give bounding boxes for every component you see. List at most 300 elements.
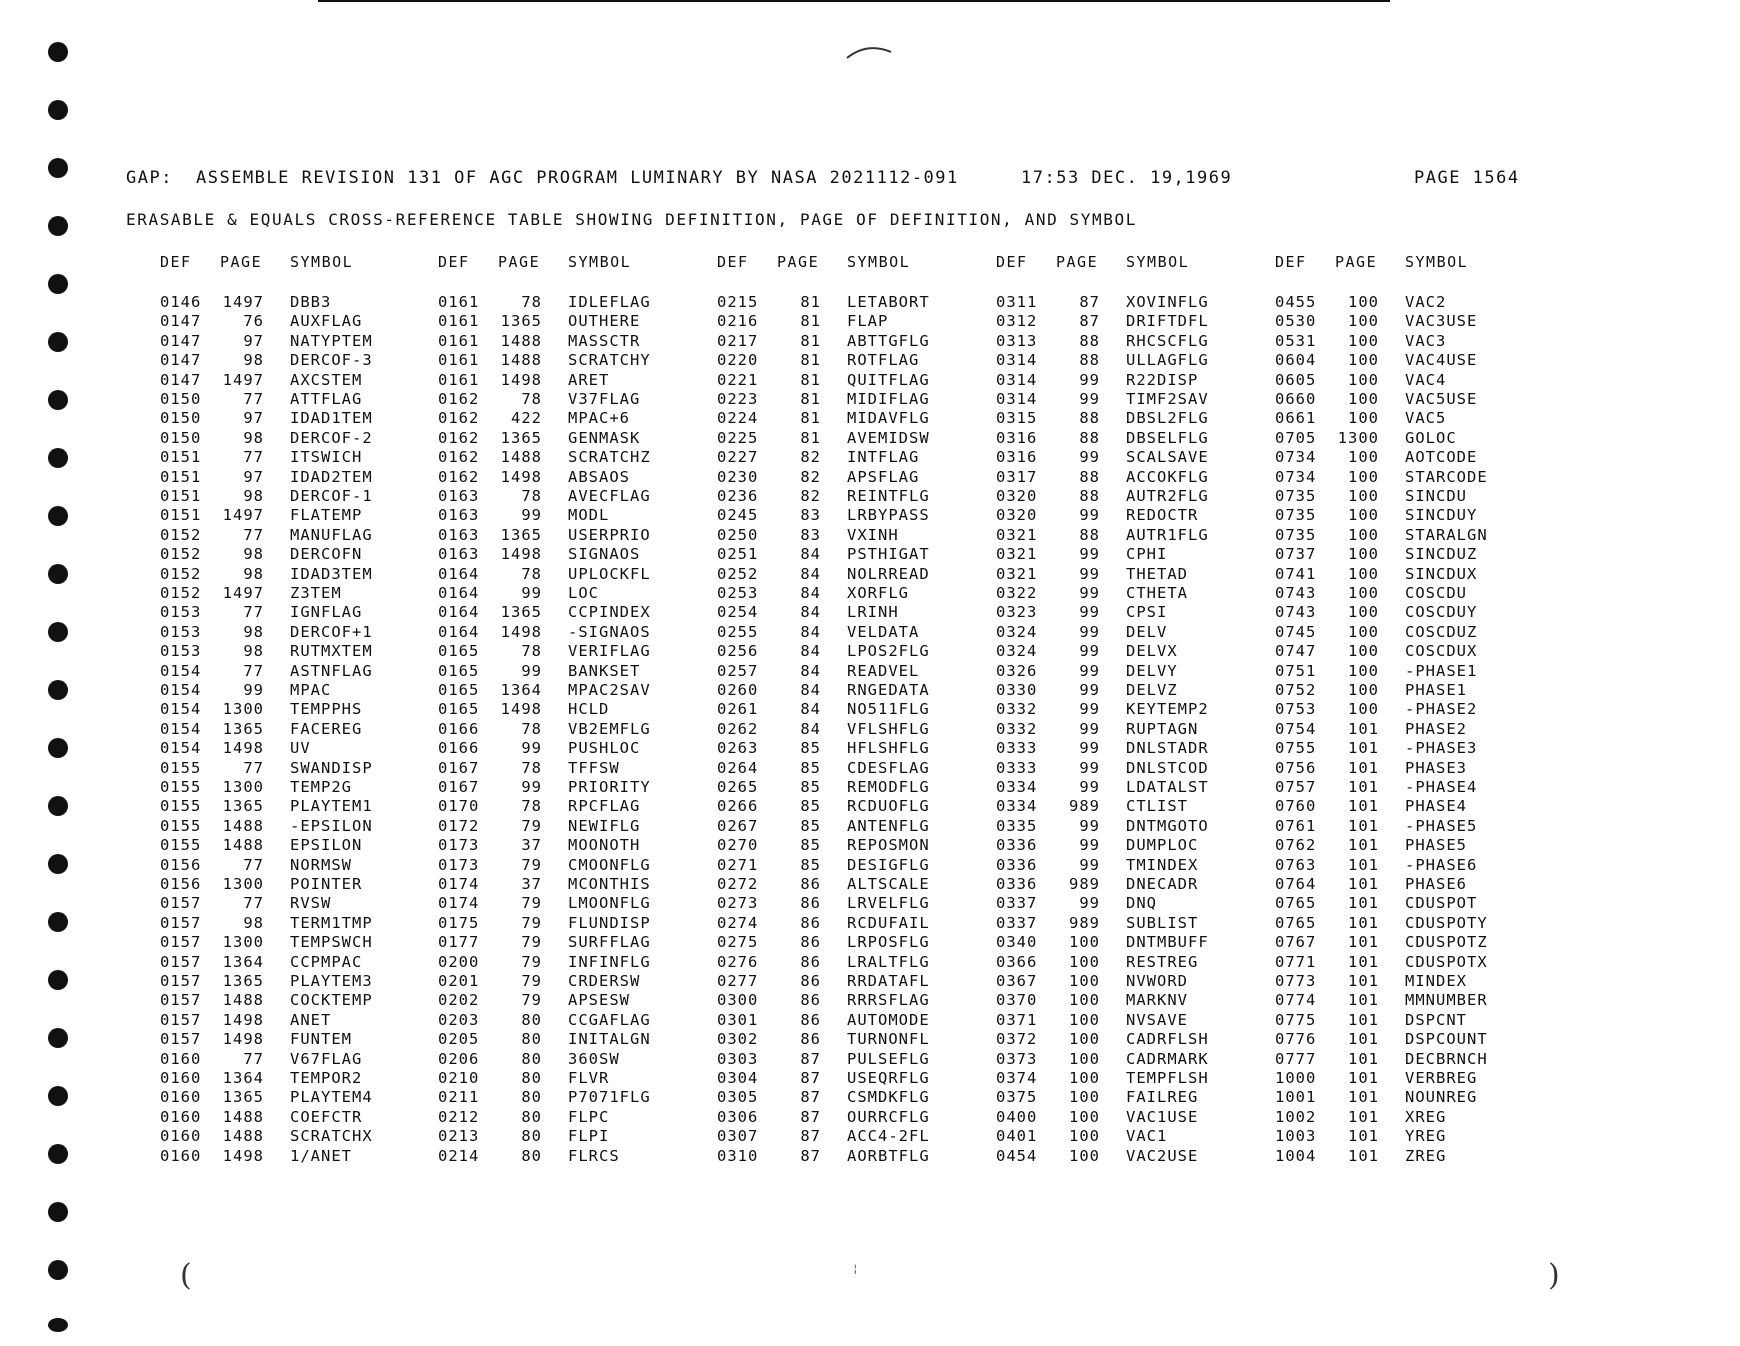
punch-hole — [48, 100, 68, 120]
table-row — [717, 894, 987, 913]
page-cell: 1365 — [500, 603, 542, 622]
symbol-cell: SIGNAOS — [568, 545, 641, 564]
symbol-cell: RUPTAGN — [1126, 719, 1199, 738]
page-cell: 101 — [1348, 1107, 1379, 1126]
table-row — [996, 1088, 1266, 1107]
def-cell: 0324 — [996, 642, 1038, 661]
symbol-cell: VELDATA — [847, 622, 920, 641]
def-cell: 0301 — [717, 1010, 759, 1029]
def-cell: 0161 — [438, 312, 480, 331]
def-cell: 0155 — [160, 778, 202, 796]
page-cell: 86 — [800, 933, 821, 952]
page-cell: 80 — [521, 1010, 542, 1029]
symbol-cell: FLATEMP — [290, 506, 363, 525]
symbol-cell: VAC4 — [1405, 370, 1447, 389]
table-row — [438, 817, 708, 836]
table-row — [438, 836, 708, 855]
cross-reference-table — [160, 253, 1560, 1165]
punch-hole — [48, 274, 68, 294]
punch-hole — [48, 1260, 68, 1280]
table-row — [438, 623, 708, 642]
symbol-cell: MIDIFLAG — [847, 390, 930, 408]
def-cell: 0172 — [438, 816, 480, 835]
def-cell: 0216 — [717, 312, 759, 331]
table-row — [717, 312, 987, 331]
symbol-cell: DERCOF+1 — [290, 622, 373, 641]
table-row — [438, 429, 708, 448]
def-cell: 0166 — [438, 739, 480, 758]
page-cell: 100 — [1348, 467, 1379, 486]
symbol-cell: FLVR — [568, 1069, 610, 1087]
page-cell: 78 — [521, 487, 542, 505]
page-cell: 1498 — [500, 622, 542, 641]
def-cell: 0745 — [1275, 622, 1317, 641]
def-cell: 0254 — [717, 603, 759, 622]
symbol-cell: THETAD — [1126, 564, 1188, 583]
page-cell: 80 — [521, 1030, 542, 1049]
table-row — [996, 565, 1266, 584]
column-header-def: DEF — [996, 253, 1028, 271]
column-header-def: DEF — [1275, 253, 1307, 271]
page-cell: 87 — [800, 1088, 821, 1107]
table-row — [717, 526, 987, 545]
symbol-cell: -PHASE4 — [1405, 778, 1478, 796]
table-row — [996, 351, 1266, 370]
symbol-cell: SURFFLAG — [568, 933, 651, 952]
page-cell: 88 — [1079, 331, 1100, 350]
def-cell: 0203 — [438, 1010, 480, 1029]
table-row — [717, 603, 987, 622]
def-cell: 0157 — [160, 991, 202, 1010]
symbol-cell: COSCDUX — [1405, 642, 1478, 661]
symbol-cell: UV — [290, 739, 311, 758]
table-row — [717, 623, 987, 642]
symbol-cell: VAC5USE — [1405, 390, 1478, 408]
punch-hole — [48, 390, 68, 410]
table-row — [438, 526, 708, 545]
def-cell: 0162 — [438, 390, 480, 408]
table-row — [717, 429, 987, 448]
page-cell: 83 — [800, 525, 821, 544]
page-cell: 98 — [243, 642, 264, 661]
page-cell: 1364 — [500, 681, 542, 699]
table-row — [717, 778, 987, 797]
symbol-cell: RCDUOFLG — [847, 797, 930, 816]
page-cell: 101 — [1348, 1127, 1379, 1146]
def-cell: 0255 — [717, 622, 759, 641]
page-cell: 80 — [521, 1049, 542, 1068]
page-cell: 78 — [521, 293, 542, 311]
table-row — [438, 1069, 708, 1088]
def-cell: 0253 — [717, 584, 759, 602]
symbol-cell: NOUNREG — [1405, 1088, 1478, 1107]
page-cell: 87 — [800, 1107, 821, 1126]
table-row — [717, 817, 987, 836]
def-cell: 0152 — [160, 545, 202, 564]
def-cell: 0321 — [996, 525, 1038, 544]
column-header-symbol: SYMBOL — [847, 253, 911, 271]
page-cell: 100 — [1348, 351, 1379, 370]
table-row — [717, 933, 987, 952]
table-row — [996, 312, 1266, 331]
page-cell: 77 — [243, 525, 264, 544]
table-row — [438, 1108, 708, 1127]
def-cell: 0154 — [160, 700, 202, 719]
punch-hole — [48, 158, 68, 178]
def-cell: 0202 — [438, 991, 480, 1010]
column-header-def: DEF — [438, 253, 470, 271]
table-row — [160, 662, 430, 681]
symbol-cell: TEMPFLSH — [1126, 1069, 1209, 1087]
page-cell: 101 — [1348, 991, 1379, 1010]
table-row — [160, 390, 430, 409]
page-cell: 77 — [243, 603, 264, 622]
def-cell: 0323 — [996, 603, 1038, 622]
def-cell: 0151 — [160, 448, 202, 467]
symbol-cell: AVEMIDSW — [847, 428, 930, 447]
def-cell: 0165 — [438, 642, 480, 661]
def-cell: 0272 — [717, 875, 759, 893]
page-cell: 98 — [243, 545, 264, 564]
def-cell: 0162 — [438, 467, 480, 486]
symbol-cell: PHASE6 — [1405, 875, 1467, 893]
def-cell: 0326 — [996, 661, 1038, 680]
page-cell: 85 — [800, 836, 821, 855]
symbol-cell: NEWIFLG — [568, 816, 641, 835]
page-cell: 84 — [800, 642, 821, 661]
symbol-cell: ITSWICH — [290, 448, 363, 467]
symbol-cell: ATTFLAG — [290, 390, 363, 408]
table-row — [1275, 953, 1545, 972]
header-label: GAP: — [126, 168, 173, 188]
def-cell: 0151 — [160, 487, 202, 505]
def-cell: 0735 — [1275, 487, 1317, 505]
table-row — [996, 933, 1266, 952]
table-row — [160, 526, 430, 545]
symbol-cell: PHASE3 — [1405, 758, 1467, 777]
page-cell: 101 — [1348, 933, 1379, 952]
symbol-cell: -EPSILON — [290, 816, 373, 835]
table-row — [1275, 991, 1545, 1010]
symbol-cell: STARALGN — [1405, 525, 1488, 544]
page-cell: 88 — [1079, 351, 1100, 370]
binder-holes — [48, 0, 72, 1346]
page-cell: 1300 — [222, 700, 264, 719]
page-cell: 101 — [1348, 719, 1379, 738]
def-cell: 0751 — [1275, 661, 1317, 680]
table-row — [160, 856, 430, 875]
symbol-cell: OUTHERE — [568, 312, 641, 331]
def-cell: 0161 — [438, 351, 480, 370]
symbol-cell: DECBRNCH — [1405, 1049, 1488, 1068]
page-cell: 80 — [521, 1088, 542, 1107]
punch-hole — [48, 216, 68, 236]
punch-hole — [48, 506, 68, 526]
page-cell: 99 — [1079, 816, 1100, 835]
table-row — [717, 1088, 987, 1107]
def-cell: 0154 — [160, 661, 202, 680]
def-cell: 0252 — [717, 564, 759, 583]
page-cell: 100 — [1348, 487, 1379, 505]
table-row — [438, 662, 708, 681]
page-cell: 99 — [1079, 719, 1100, 738]
table-row — [438, 914, 708, 933]
symbol-cell: LRPOSFLG — [847, 933, 930, 952]
def-cell: 0170 — [438, 797, 480, 816]
page-cell: 82 — [800, 448, 821, 467]
page-cell: 100 — [1069, 933, 1100, 952]
def-cell: 0270 — [717, 836, 759, 855]
table-row — [1275, 1050, 1545, 1069]
symbol-cell: TERM1TMP — [290, 913, 373, 932]
symbol-cell: ABTTGFLG — [847, 331, 930, 350]
def-cell: 0205 — [438, 1030, 480, 1049]
def-cell: 0336 — [996, 855, 1038, 874]
page-cell: 100 — [1069, 1030, 1100, 1049]
def-cell: 0264 — [717, 758, 759, 777]
def-cell: 0165 — [438, 700, 480, 719]
page-cell: 100 — [1069, 1107, 1100, 1126]
symbol-cell: DBB3 — [290, 293, 332, 311]
page-cell: 82 — [800, 487, 821, 505]
def-cell: 0153 — [160, 642, 202, 661]
def-cell: 0215 — [717, 293, 759, 311]
table-row — [438, 487, 708, 506]
symbol-cell: MINDEX — [1405, 972, 1467, 990]
symbol-cell: CCPINDEX — [568, 603, 651, 622]
table-row — [996, 972, 1266, 991]
table-row — [160, 836, 430, 855]
def-cell: 0760 — [1275, 797, 1317, 816]
page-cell: 78 — [521, 797, 542, 816]
page-cell: 99 — [1079, 506, 1100, 525]
table-row — [438, 1147, 708, 1166]
symbol-cell: DELV — [1126, 622, 1168, 641]
symbol-cell: TEMPPHS — [290, 700, 363, 719]
table-row — [1275, 312, 1545, 331]
symbol-cell: VAC3 — [1405, 331, 1447, 350]
page-cell: 87 — [800, 1069, 821, 1087]
table-row — [1275, 603, 1545, 622]
table-row — [438, 603, 708, 622]
table-row — [996, 953, 1266, 972]
def-cell: 1000 — [1275, 1069, 1317, 1087]
page-cell: 88 — [1079, 487, 1100, 505]
margin-paren-right: ) — [1548, 1258, 1560, 1293]
page-cell: 99 — [521, 778, 542, 796]
def-cell: 0767 — [1275, 933, 1317, 952]
page-cell: 85 — [800, 855, 821, 874]
table-row — [1275, 545, 1545, 564]
table-row — [1275, 526, 1545, 545]
def-cell: 0250 — [717, 525, 759, 544]
symbol-cell: PLAYTEM4 — [290, 1088, 373, 1107]
page-cell: 100 — [1348, 409, 1379, 428]
page-cell: 79 — [521, 991, 542, 1010]
page-cell: 77 — [243, 448, 264, 467]
page-cell: 85 — [800, 778, 821, 796]
symbol-cell: PHASE2 — [1405, 719, 1467, 738]
symbol-cell: MODL — [568, 506, 610, 525]
table-row — [717, 991, 987, 1010]
table-row — [438, 681, 708, 700]
page-cell: 1488 — [222, 816, 264, 835]
page-cell: 100 — [1348, 370, 1379, 389]
def-cell: 0166 — [438, 719, 480, 738]
symbol-cell: VERBREG — [1405, 1069, 1478, 1087]
page-cell: 97 — [243, 467, 264, 486]
page-cell: 80 — [521, 1069, 542, 1087]
page-cell: 100 — [1348, 564, 1379, 583]
page-cell: 97 — [243, 331, 264, 350]
def-cell: 0152 — [160, 525, 202, 544]
symbol-cell: FLPC — [568, 1107, 610, 1126]
page-cell: 1365 — [222, 972, 264, 990]
def-cell: 0743 — [1275, 584, 1317, 602]
table-row — [996, 506, 1266, 525]
page-cell: 80 — [521, 1107, 542, 1126]
def-cell: 0306 — [717, 1107, 759, 1126]
symbol-cell: CCPMPAC — [290, 952, 363, 971]
page-cell: 99 — [1079, 661, 1100, 680]
symbol-cell: RESTREG — [1126, 952, 1199, 971]
symbol-cell: INTFLAG — [847, 448, 920, 467]
page-cell: 80 — [521, 1146, 542, 1165]
page-cell: 37 — [521, 875, 542, 893]
def-cell: 0734 — [1275, 467, 1317, 486]
page-cell: 1365 — [500, 428, 542, 447]
def-cell: 0304 — [717, 1069, 759, 1087]
symbol-cell: RVSW — [290, 894, 332, 913]
symbol-cell: UPLOCKFL — [568, 564, 651, 583]
table-row — [438, 506, 708, 525]
page-cell: 77 — [243, 1049, 264, 1068]
symbol-cell: RPCFLAG — [568, 797, 641, 816]
table-row — [996, 836, 1266, 855]
table-row — [717, 1011, 987, 1030]
def-cell: 0322 — [996, 584, 1038, 602]
symbol-cell: OURRCFLG — [847, 1107, 930, 1126]
page-cell: 99 — [1079, 642, 1100, 661]
def-cell: 0221 — [717, 370, 759, 389]
table-row — [160, 894, 430, 913]
symbol-cell: -PHASE2 — [1405, 700, 1478, 719]
def-cell: 0321 — [996, 564, 1038, 583]
def-cell: 0734 — [1275, 448, 1317, 467]
def-cell: 0164 — [438, 603, 480, 622]
def-cell: 0401 — [996, 1127, 1038, 1146]
page-cell: 101 — [1348, 855, 1379, 874]
symbol-cell: DNTMGOTO — [1126, 816, 1209, 835]
table-row — [1275, 1030, 1545, 1049]
header-title: ASSEMBLE REVISION 131 OF AGC PROGRAM LUMINARY BY NASA 2021112-091 — [196, 168, 959, 188]
def-cell: 0261 — [717, 700, 759, 719]
def-cell: 0162 — [438, 409, 480, 428]
def-cell: 0373 — [996, 1049, 1038, 1068]
page-cell: 78 — [521, 642, 542, 661]
table-row — [160, 720, 430, 739]
def-cell: 0163 — [438, 506, 480, 525]
page-cell: 1300 — [1337, 428, 1379, 447]
table-row — [438, 720, 708, 739]
def-cell: 1003 — [1275, 1127, 1317, 1146]
table-row — [996, 526, 1266, 545]
def-cell: 0147 — [160, 351, 202, 370]
page-cell: 98 — [243, 428, 264, 447]
table-row — [717, 972, 987, 991]
table-row — [717, 506, 987, 525]
def-cell: 0531 — [1275, 331, 1317, 350]
page-cell: 101 — [1348, 894, 1379, 913]
page-cell: 1498 — [500, 467, 542, 486]
table-row — [996, 409, 1266, 428]
def-cell: 0336 — [996, 875, 1038, 893]
def-cell: 0217 — [717, 331, 759, 350]
table-row — [1275, 371, 1545, 390]
table-row — [160, 933, 430, 952]
table-row — [1275, 856, 1545, 875]
page-cell: 1498 — [222, 739, 264, 758]
symbol-cell: -SIGNAOS — [568, 622, 651, 641]
page-cell: 989 — [1069, 797, 1100, 816]
def-cell: 0155 — [160, 797, 202, 816]
def-cell: 0157 — [160, 894, 202, 913]
def-cell: 0256 — [717, 642, 759, 661]
symbol-cell: SINCDUY — [1405, 506, 1478, 525]
symbol-cell: CRDERSW — [568, 972, 641, 990]
page-cell: 77 — [243, 894, 264, 913]
def-cell: 0320 — [996, 506, 1038, 525]
def-cell: 0752 — [1275, 681, 1317, 699]
symbol-cell: V67FLAG — [290, 1049, 363, 1068]
symbol-cell: CADRFLSH — [1126, 1030, 1209, 1049]
def-cell: 0160 — [160, 1127, 202, 1146]
def-cell: 0320 — [996, 487, 1038, 505]
page-cell: 98 — [243, 351, 264, 370]
table-row — [438, 293, 708, 312]
symbol-cell: AUTR2FLG — [1126, 487, 1209, 505]
page-cell: 101 — [1348, 1049, 1379, 1068]
column-header-def: DEF — [160, 253, 192, 271]
symbol-cell: APSESW — [568, 991, 630, 1010]
def-cell: 0163 — [438, 525, 480, 544]
def-cell: 0174 — [438, 875, 480, 893]
page-cell: 989 — [1069, 913, 1100, 932]
table-row — [1275, 332, 1545, 351]
page-cell: 99 — [521, 506, 542, 525]
page-cell: 99 — [1079, 758, 1100, 777]
def-cell: 0777 — [1275, 1049, 1317, 1068]
symbol-cell: LRALTFLG — [847, 952, 930, 971]
def-cell: 0161 — [438, 293, 480, 311]
table-row — [717, 1050, 987, 1069]
page-cell: 79 — [521, 894, 542, 913]
def-cell: 0227 — [717, 448, 759, 467]
page-cell: 100 — [1069, 991, 1100, 1010]
def-cell: 0735 — [1275, 525, 1317, 544]
symbol-cell: DNQ — [1126, 894, 1157, 913]
def-cell: 0604 — [1275, 351, 1317, 370]
symbol-cell: PLAYTEM1 — [290, 797, 373, 816]
def-cell: 1001 — [1275, 1088, 1317, 1107]
symbol-cell: FACEREG — [290, 719, 363, 738]
symbol-cell: CDUSPOTZ — [1405, 933, 1488, 952]
symbol-cell: CDUSPOTX — [1405, 952, 1488, 971]
def-cell: 0324 — [996, 622, 1038, 641]
column-header-page: PAGE — [777, 253, 820, 271]
punch-hole — [48, 622, 68, 642]
punch-hole — [48, 912, 68, 932]
